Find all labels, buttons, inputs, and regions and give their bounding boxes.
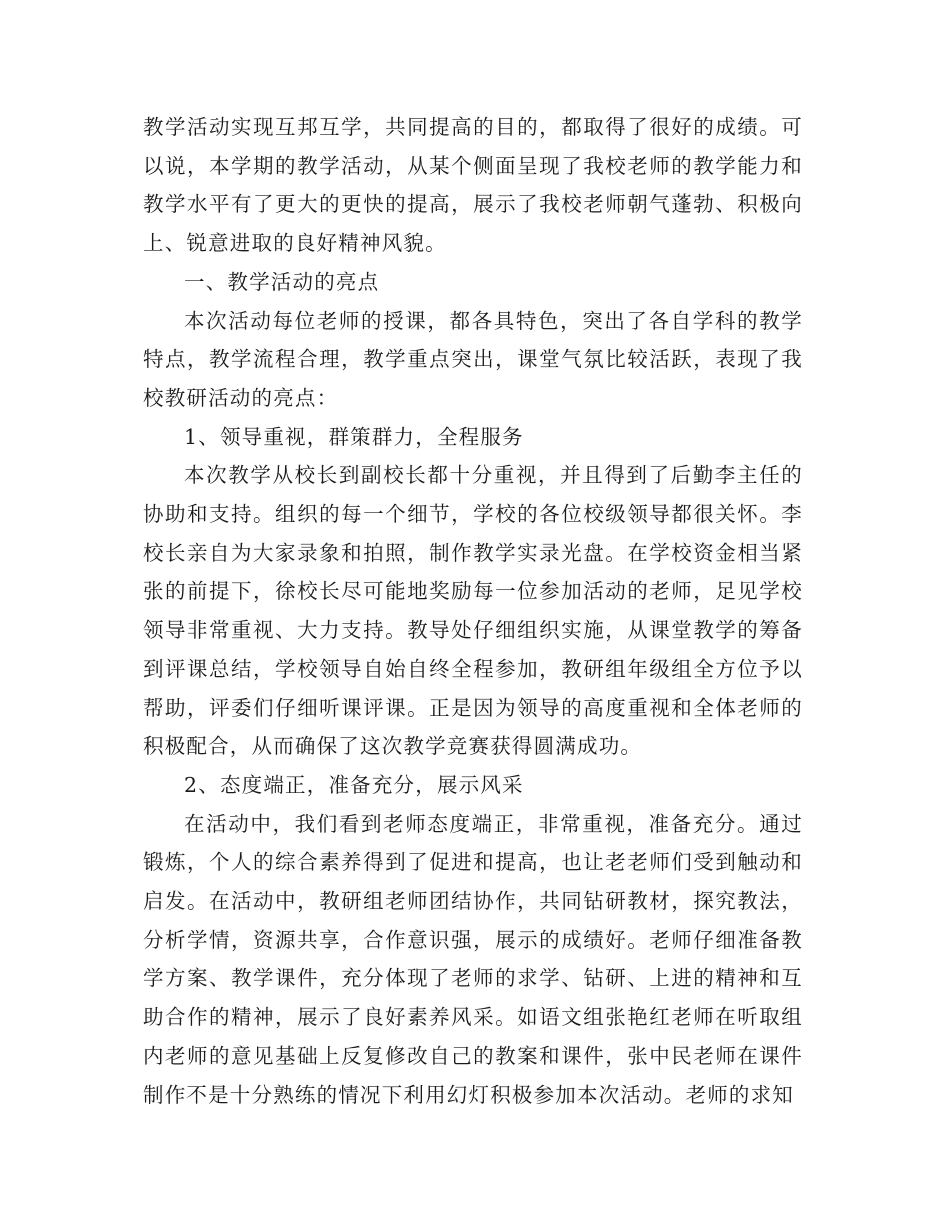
- section-heading-highlights: 一、教学活动的亮点: [184, 269, 380, 294]
- paragraph-intro-continued: 教学活动实现互邦互学，共同提高的目的，都取得了很好的成绩。可以说，本学期的教学活动，从某个侧面呈现了我校老师的教学能力和教学水平有了更大的更快的提高，展示了我校老师朝气蓬勃、积极向上、锐意进取的良好精神风貌。: [143, 115, 803, 256]
- subheading-attitude: 2、态度端正，准备充分，展示风采: [184, 772, 524, 797]
- subheading-leadership: 1、领导重视，群策群力，全程服务: [184, 424, 524, 449]
- paragraph-attitude: 在活动中，我们看到老师态度端正，非常重视，准备充分。通过锻炼，个人的综合素养得到了促进和提高，也让老老师们受到触动和启发。在活动中，教研组老师团结协作，共同钻研教材，探究教法，分析学情，资源共享，合作意识强，展示的成绩好。老师仔细准备教学方案、教学课件，充分体现了老师的求学、钻研、上进的精神和互助合作的精神，展示了良好素养风采。如语文组张艳红老师在听取组内老师的意见基础上反复修改自己的教案和课件，张中民老师在课件制作不是十分熟练的情况下利用幻灯积极参加本次活动。老师的求知: [143, 811, 803, 1107]
- paragraph-highlights-intro: 本次活动每位老师的授课，都各具特色，突出了各自学科的教学特点，教学流程合理，教学重点突出，课堂气氛比较活跃，表现了我校教研活动的亮点：: [143, 308, 803, 410]
- paragraph-leadership: 本次教学从校长到副校长都十分重视，并且得到了后勤李主任的协助和支持。组织的每一个细节，学校的各位校级领导都很关怀。李校长亲自为大家录象和拍照，制作教学实录光盘。在学校资金相当紧张的前提下，徐校长尽可能地奖励每一位参加活动的老师，足见学校领导非常重视、大力支持。教导处仔细组织实施，从课堂教学的筹备到评课总结，学校领导自始自终全程参加，教研组年级组全方位予以帮助，评委们仔细听课评课。正是因为领导的高度重视和全体老师的积极配合，从而确保了这次教学竞赛获得圆满成功。: [143, 463, 803, 759]
- document-body: [143, 108, 803, 1114]
